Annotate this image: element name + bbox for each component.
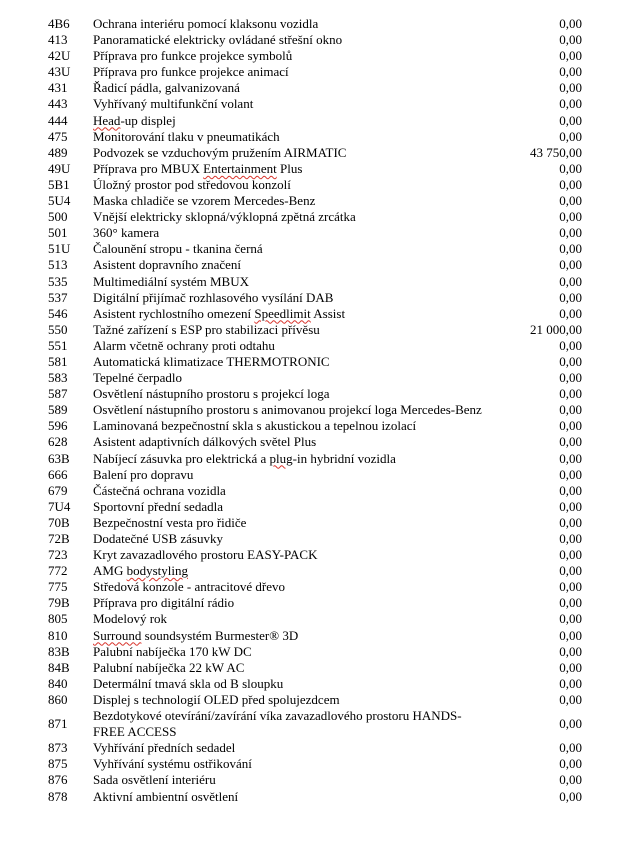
option-price: 0,00	[559, 257, 582, 273]
option-code: 805	[48, 611, 68, 627]
option-price: 0,00	[559, 643, 582, 659]
option-code: 871	[48, 716, 68, 732]
option-code: 840	[48, 675, 68, 691]
option-price: 0,00	[559, 176, 582, 192]
option-code: 43U	[48, 64, 71, 80]
option-description: Ochrana interiéru pomocí klaksonu vozidla	[93, 16, 319, 31]
option-code: 551	[48, 337, 68, 353]
option-price: 0,00	[559, 627, 582, 643]
option-code: 84B	[48, 659, 70, 675]
option-code: 42U	[48, 48, 71, 64]
option-description: Modelový rok	[93, 611, 168, 627]
table-row	[48, 595, 582, 611]
option-code: 772	[48, 563, 68, 579]
table-row	[48, 740, 582, 756]
options-table-body	[48, 16, 582, 805]
option-description: Automatická klimatizace THERMOTRONIC	[93, 353, 330, 369]
option-description: Řadicí pádla, galvanizovaná	[93, 80, 240, 96]
table-row	[48, 434, 582, 450]
table-row	[48, 611, 582, 627]
option-description: Asistent dopravního značení	[93, 257, 242, 273]
option-description: Maska chladiče se vzorem Mercedes-Benz	[93, 193, 316, 209]
table-row	[48, 660, 582, 676]
option-description: AMG bodystyling	[93, 563, 188, 579]
option-code: 5B1	[48, 176, 70, 192]
option-price: 0,00	[559, 370, 582, 386]
option-code: 860	[48, 691, 68, 707]
option-price: 0,00	[559, 482, 582, 498]
option-code: 70B	[48, 514, 70, 530]
table-row	[48, 225, 582, 241]
option-price: 0,00	[559, 112, 582, 128]
option-description: Asistent adaptivních dálkových světel Plus	[93, 434, 317, 450]
table-row	[48, 418, 582, 434]
option-description: Středová konzole - antracitové dřevo	[93, 579, 286, 595]
option-code: 443	[48, 96, 68, 112]
option-price: 0,00	[559, 273, 582, 289]
option-price: 0,00	[559, 96, 582, 112]
table-row	[48, 483, 582, 499]
table-row	[48, 96, 582, 112]
table-row	[48, 386, 582, 402]
option-description: Alarm včetně ochrany proti odtahu	[93, 337, 275, 353]
options-document	[48, 16, 582, 805]
option-description: Panoramatické elektricky ovládané střešní okno	[93, 32, 343, 48]
table-row	[48, 113, 582, 129]
option-code: 501	[48, 225, 68, 241]
option-description: Surround soundsystém Burmester® 3D	[93, 627, 299, 643]
option-description: Tepelné čerpadlo	[93, 370, 182, 386]
option-description: Monitorování tlaku v pneumatikách	[93, 128, 280, 144]
table-row	[48, 370, 582, 386]
option-price: 0,00	[559, 305, 582, 321]
option-description: Determální tmavá skla od B sloupku	[93, 675, 284, 691]
option-price: 0,00	[559, 756, 582, 772]
option-description: Aktivní ambientní osvětlení	[93, 788, 239, 804]
table-row	[48, 402, 582, 418]
option-price: 0,00	[559, 386, 582, 402]
option-description: Vyhřívaný multifunkční volant	[93, 96, 254, 112]
option-price: 0,00	[559, 418, 582, 434]
option-description: Laminovaná bezpečnostní skla s akustickou a tepelnou izolací	[93, 418, 417, 434]
option-code: 79B	[48, 595, 70, 611]
table-row	[48, 193, 582, 209]
option-price: 0,00	[559, 547, 582, 563]
table-row	[48, 708, 582, 740]
option-price: 0,00	[559, 64, 582, 80]
option-price: 0,00	[559, 160, 582, 176]
table-row	[48, 290, 582, 306]
option-description: Asistent rychlostního omezení Speedlimit Assist	[93, 305, 346, 321]
table-row	[48, 676, 582, 692]
table-row	[48, 209, 582, 225]
option-code: 775	[48, 579, 68, 595]
option-code: 431	[48, 80, 68, 96]
option-code: 475	[48, 128, 68, 144]
table-row	[48, 338, 582, 354]
option-code: 596	[48, 418, 68, 434]
option-code: 587	[48, 386, 68, 402]
option-code: 63B	[48, 450, 70, 466]
option-description: Příprava pro funkce projekce animací	[93, 64, 289, 80]
table-row	[48, 257, 582, 273]
option-description: Kryt zavazadlového prostoru EASY-PACK	[93, 547, 318, 563]
option-description: Head-up displej	[93, 112, 176, 128]
option-price: 0,00	[559, 579, 582, 595]
option-price: 0,00	[559, 788, 582, 804]
option-code: 537	[48, 289, 68, 305]
table-row	[48, 161, 582, 177]
option-price: 0,00	[559, 740, 582, 756]
option-code: 413	[48, 32, 68, 48]
option-description: Dodatečné USB zásuvky	[93, 531, 223, 546]
option-price: 0,00	[559, 531, 582, 546]
option-price: 0,00	[559, 337, 582, 353]
table-row	[48, 306, 582, 322]
option-description: Palubní nabíječka 22 kW AC	[93, 659, 245, 675]
option-price: 0,00	[559, 241, 582, 257]
table-row	[48, 644, 582, 660]
option-price: 0,00	[559, 466, 582, 482]
option-description: Balení pro dopravu	[93, 466, 194, 482]
option-price: 0,00	[559, 80, 582, 96]
option-price: 0,00	[559, 675, 582, 691]
option-price: 0,00	[559, 193, 582, 209]
option-description: Vyhřívání předních sedadel	[93, 740, 236, 756]
table-row	[48, 274, 582, 290]
option-price: 0,00	[559, 772, 582, 788]
table-row	[48, 692, 582, 708]
option-price: 21 000,00	[530, 321, 582, 337]
option-code: 628	[48, 434, 68, 450]
table-row	[48, 499, 582, 515]
option-code: 666	[48, 466, 68, 482]
options-price-table	[48, 16, 582, 805]
option-price: 0,00	[559, 353, 582, 369]
option-price: 0,00	[559, 48, 582, 64]
table-row	[48, 145, 582, 161]
option-code: 876	[48, 772, 68, 788]
table-row	[48, 64, 582, 80]
option-code: 49U	[48, 160, 71, 176]
option-code: 583	[48, 370, 68, 386]
option-code: 444	[48, 112, 68, 128]
option-description: Bezpečnostní vesta pro řidiče	[93, 514, 247, 530]
option-description: Digitální přijímač rozhlasového vysílání DAB	[93, 289, 334, 305]
option-price: 0,00	[559, 498, 582, 514]
option-code: 83B	[48, 643, 70, 659]
option-code: 72B	[48, 531, 70, 546]
option-price: 0,00	[559, 659, 582, 675]
table-row	[48, 579, 582, 595]
option-code: 4B6	[48, 16, 70, 31]
option-code: 875	[48, 756, 68, 772]
option-code: 723	[48, 547, 68, 563]
option-description: Příprava pro funkce projekce symbolů	[93, 48, 293, 64]
option-description: Multimediální systém MBUX	[93, 273, 249, 289]
option-price: 0,00	[559, 225, 582, 241]
table-row	[48, 16, 582, 32]
option-code: 873	[48, 740, 68, 756]
option-code: 550	[48, 321, 68, 337]
option-price: 0,00	[559, 209, 582, 225]
table-row	[48, 515, 582, 531]
table-row	[48, 129, 582, 145]
table-row	[48, 80, 582, 96]
option-code: 589	[48, 402, 68, 418]
option-code: 500	[48, 209, 68, 225]
table-row	[48, 531, 582, 547]
option-description: Displej s technologií OLED před spolujezdcem	[93, 691, 340, 707]
table-row	[48, 354, 582, 370]
table-row	[48, 177, 582, 193]
table-row	[48, 789, 582, 805]
option-price: 0,00	[559, 563, 582, 579]
option-code: 489	[48, 144, 68, 160]
table-row	[48, 467, 582, 483]
option-description: Příprava pro MBUX Entertainment Plus	[93, 160, 303, 176]
option-price: 0,00	[559, 611, 582, 627]
option-description: Úložný prostor pod středovou konzolí	[93, 176, 291, 192]
table-row	[48, 451, 582, 467]
option-price: 0,00	[559, 434, 582, 450]
option-price: 0,00	[559, 595, 582, 611]
option-description: Sada osvětlení interiéru	[93, 772, 216, 788]
option-code: 5U4	[48, 193, 71, 209]
option-price: 0,00	[559, 289, 582, 305]
option-description: Vnější elektricky sklopná/výklopná zpětná zrcátka	[93, 209, 356, 225]
option-description: Nabíjecí zásuvka pro elektrická a plug-in hybridní vozidla	[93, 450, 396, 466]
option-description: Tažné zařízení s ESP pro stabilizaci přívěsu	[93, 321, 320, 337]
table-row	[48, 322, 582, 338]
option-description: Sportovní přední sedadla	[93, 498, 223, 514]
table-row	[48, 772, 582, 788]
option-price: 43 750,00	[530, 144, 582, 160]
option-code: 878	[48, 788, 68, 804]
option-description: Čalounění stropu - tkanina černá	[93, 241, 263, 257]
option-description: Částečná ochrana vozidla	[93, 482, 226, 498]
option-code: 546	[48, 305, 68, 321]
option-description: Podvozek se vzduchovým pružením AIRMATIC	[93, 144, 347, 160]
table-row	[48, 32, 582, 48]
table-row	[48, 48, 582, 64]
option-price: 0,00	[559, 16, 582, 31]
table-row	[48, 547, 582, 563]
option-description: Palubní nabíječka 170 kW DC	[93, 643, 252, 659]
option-price: 0,00	[559, 128, 582, 144]
option-price: 0,00	[559, 32, 582, 48]
option-code: 679	[48, 482, 68, 498]
option-price: 0,00	[559, 716, 582, 732]
table-row	[48, 241, 582, 257]
table-row	[48, 756, 582, 772]
option-description: Bezdotykové otevírání/zavírání víka zavazadlového prostoru HANDS-FREE ACCESS	[93, 708, 462, 740]
option-price: 0,00	[559, 402, 582, 418]
table-row	[48, 563, 582, 579]
option-code: 513	[48, 257, 68, 273]
option-description: 360° kamera	[93, 225, 160, 241]
option-code: 7U4	[48, 498, 71, 514]
option-description: Příprava pro digitální rádio	[93, 595, 235, 611]
option-price: 0,00	[559, 691, 582, 707]
option-description: Osvětlení nástupního prostoru s animovanou projekcí loga Mercedes-Benz	[93, 402, 482, 418]
option-description: Vyhřívání systému ostřikování	[93, 756, 252, 772]
option-description: Osvětlení nástupního prostoru s projekcí loga	[93, 386, 330, 402]
option-code: 810	[48, 627, 68, 643]
option-price: 0,00	[559, 514, 582, 530]
option-code: 535	[48, 273, 68, 289]
option-code: 51U	[48, 241, 71, 257]
option-price: 0,00	[559, 450, 582, 466]
option-code: 581	[48, 353, 68, 369]
table-row	[48, 628, 582, 644]
